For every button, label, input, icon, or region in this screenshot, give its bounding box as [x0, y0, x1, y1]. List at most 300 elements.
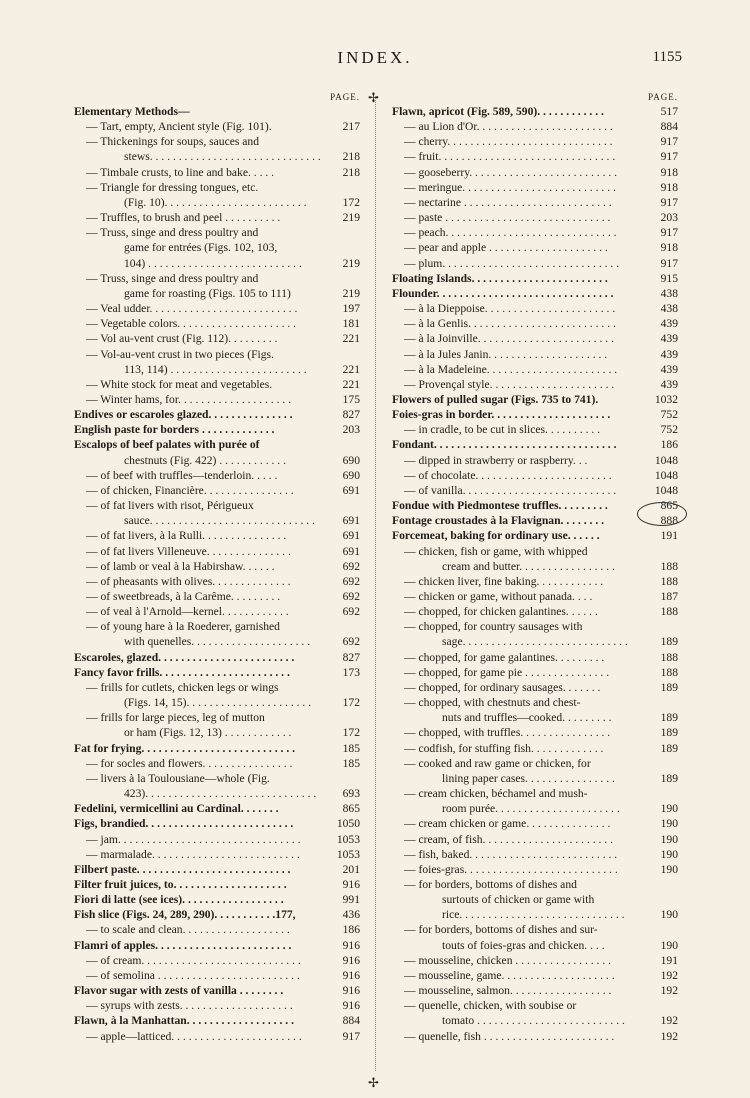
index-entry [392, 832, 678, 847]
index-entry [74, 331, 360, 346]
entry-text: Filter fruit juices, to. . . . . . . . . . . . . . . . . . . . [74, 877, 287, 891]
entry-text: — Veal udder. . . . . . . . . . . . . . . . . . . . . . . . . . [86, 302, 298, 316]
entry-text: with quenelles. . . . . . . . . . . . . . . . . . . . . [124, 635, 311, 649]
entry-page-number: 192 [658, 1013, 678, 1028]
index-entry [392, 134, 678, 149]
index-entry [74, 589, 360, 604]
entry-page-number: 217 [340, 119, 360, 134]
entry-text: — plum. . . . . . . . . . . . . . . . . . . . . . . . . . . . . . . [404, 256, 620, 270]
entry-page-number: 439 [658, 377, 678, 392]
index-entry [74, 544, 360, 559]
index-entry [392, 922, 678, 937]
entry-text: — cherry. . . . . . . . . . . . . . . . . . . . . . . . . . . . . [404, 135, 613, 149]
index-entry [74, 832, 360, 847]
index-entry [74, 922, 360, 937]
index-entry [392, 892, 678, 907]
entry-page-number: 190 [658, 801, 678, 816]
entry-text: — fish, baked. . . . . . . . . . . . . . . . . . . . . . . . . . [404, 847, 618, 861]
entry-page-number: 693 [340, 786, 360, 801]
index-entry [392, 104, 678, 119]
entry-text: — of sweetbreads, à la Carême. . . . . . . . . [86, 590, 281, 603]
entry-page-number: 1048 [652, 453, 678, 468]
index-entry [74, 437, 360, 452]
index-entry [392, 559, 678, 574]
entry-page-number: 221 [340, 377, 360, 392]
index-entry [74, 634, 360, 649]
entry-text: — of lamb or veal à la Habirshaw. . . . . . [86, 559, 275, 573]
entry-page-number: 865 [340, 801, 360, 816]
entry-page-number: 188 [658, 559, 678, 574]
index-entry [74, 907, 360, 922]
entry-text: — chopped, for country sausages with [404, 620, 583, 634]
entry-text: — cream chicken or game. . . . . . . . . . . . . . . [404, 817, 611, 831]
entry-page-number: 884 [658, 119, 678, 134]
entry-text: — Thickenings for soups, sauces and [86, 135, 260, 149]
index-entry [74, 377, 360, 392]
entry-page-number: 1032 [652, 392, 678, 407]
entry-page-number: 916 [340, 983, 360, 998]
index-entry [74, 225, 360, 240]
entry-page-number: 190 [658, 862, 678, 877]
index-entry [392, 801, 678, 816]
index-entry [74, 453, 360, 468]
entry-page-number: 175 [340, 392, 360, 407]
index-entry [74, 210, 360, 225]
entry-text: Fancy favor frills. . . . . . . . . . . . . . . . . . . . . . . [74, 665, 290, 679]
index-entry [74, 650, 360, 665]
index-entry [74, 604, 360, 619]
entry-text: — Winter hams, for. . . . . . . . . . . . . . . . . . . . [86, 392, 292, 406]
index-entry [392, 286, 678, 301]
entry-text: — Timbale crusts, to line and bake. . . . . [86, 165, 275, 179]
entry-text: — cooked and raw game or chicken, for [404, 756, 591, 770]
entry-page-number: 691 [340, 528, 360, 543]
index-entry [74, 725, 360, 740]
entry-page-number: 438 [658, 286, 678, 301]
index-entry [74, 1029, 360, 1044]
entry-text: Elementary Methods— [74, 105, 190, 118]
entry-text: — for borders, bottoms of dishes and sur- [404, 923, 598, 937]
entry-page-number: 690 [340, 468, 360, 483]
index-entry [74, 104, 360, 119]
entry-page-number: 218 [340, 165, 360, 180]
entry-text: — dipped in strawberry or raspberry. . . [404, 453, 588, 467]
entry-text: — Truffles, to brush and peel . . . . . . . . . . [86, 211, 281, 225]
page-number: 1155 [652, 49, 682, 65]
index-entry [74, 559, 360, 574]
index-entry [392, 589, 678, 604]
entry-page-number: 916 [340, 968, 360, 983]
entry-text: rice. . . . . . . . . . . . . . . . . . . . . . . . . . . . . [442, 908, 625, 922]
index-entry [392, 695, 678, 710]
entry-page-number: 917 [658, 149, 678, 164]
index-entry [74, 286, 360, 301]
entry-text: — foies-gras. . . . . . . . . . . . . . . . . . . . . . . . . . . [404, 862, 618, 876]
entry-text: — Truss, singe and dress poultry and [86, 226, 259, 240]
entry-text: — quenelle, fish . . . . . . . . . . . . . . . . . . . . . . . [404, 1029, 615, 1043]
entry-text: — meringue. . . . . . . . . . . . . . . . . . . . . . . . . . . [404, 180, 616, 194]
entry-text: nuts and truffles—cooked. . . . . . . . . [442, 711, 612, 725]
entry-text: — paste . . . . . . . . . . . . . . . . . . . . . . . . . . . . . [404, 211, 611, 225]
index-entry [74, 362, 360, 377]
entry-text: sage. . . . . . . . . . . . . . . . . . . . . . . . . . . . . [442, 635, 628, 649]
index-entry [74, 347, 360, 362]
index-entry [392, 362, 678, 377]
index-entry [392, 710, 678, 725]
index-entry [74, 938, 360, 953]
entry-text: Fat for frying. . . . . . . . . . . . . . . . . . . . . . . . . . . [74, 741, 296, 755]
index-entry [392, 165, 678, 180]
index-entry [74, 483, 360, 498]
index-entry [392, 453, 678, 468]
entry-page-number: 192 [658, 1029, 678, 1044]
index-entry [392, 513, 678, 528]
index-entry [392, 953, 678, 968]
entry-text: — jam. . . . . . . . . . . . . . . . . . . . . . . . . . . . . . . . [86, 832, 301, 846]
entry-text: or ham (Figs. 12, 13) . . . . . . . . . . . . [124, 726, 292, 740]
entry-page-number: 691 [340, 513, 360, 528]
entry-page-number: 191 [658, 953, 678, 968]
entry-page-number: 1053 [334, 847, 360, 862]
index-entry [392, 377, 678, 392]
index-entry [74, 574, 360, 589]
entry-page-number: 439 [658, 331, 678, 346]
index-entry [74, 392, 360, 407]
index-entry [392, 725, 678, 740]
index-entry [74, 513, 360, 528]
index-entry [74, 892, 360, 907]
cross-ornament-bottom: ✢ [368, 1075, 379, 1090]
index-entry [392, 665, 678, 680]
entry-text: Fiori di latte (see ices). . . . . . . . . . . . . . . . . . [74, 893, 284, 907]
index-entry [392, 392, 678, 407]
index-entry [392, 574, 678, 589]
entry-text: — quenelle, chicken, with soubise or [404, 999, 577, 1013]
hand-drawn-circle-mark [637, 502, 687, 526]
index-entry [392, 634, 678, 649]
entry-text: Fontage croustades à la Flavignan. . . . . . . . [392, 514, 605, 528]
index-entry [74, 680, 360, 695]
entry-text: Fondue with Piedmontese truffles. . . . . . . . . [392, 499, 608, 513]
entry-page-number: 917 [658, 134, 678, 149]
index-entry [392, 847, 678, 862]
index-entry [74, 816, 360, 831]
index-entry [74, 407, 360, 422]
running-header [0, 48, 750, 72]
index-entry [74, 301, 360, 316]
entry-page-number: 436 [340, 907, 360, 922]
index-entry [392, 331, 678, 346]
entry-text: 423). . . . . . . . . . . . . . . . . . . . . . . . . . . . . . [124, 787, 317, 801]
entry-text: — frills for cutlets, chicken legs or wings [86, 680, 279, 694]
index-entry [74, 998, 360, 1013]
entry-text: — in cradle, to be cut in slices. . . . . . . . . . [404, 423, 601, 437]
index-entry [392, 1013, 678, 1028]
entry-page-number: 190 [658, 907, 678, 922]
entry-page-number: 189 [658, 771, 678, 786]
entry-text: Escaroles, glazed. . . . . . . . . . . . . . . . . . . . . . . . [74, 650, 295, 664]
entry-text: — à la Dieppoise. . . . . . . . . . . . . . . . . . . . . . . [404, 302, 616, 316]
entry-page-number: 189 [658, 725, 678, 740]
entry-text: game for roasting (Figs. 105 to 111) [124, 286, 291, 300]
index-column-right [392, 90, 678, 1044]
entry-text: — of young hare à la Roederer, garnished [86, 620, 280, 634]
entry-page-number: 918 [658, 240, 678, 255]
entry-page-number: 916 [340, 877, 360, 892]
index-entry [392, 816, 678, 831]
entry-text: — à la Joinville. . . . . . . . . . . . . . . . . . . . . . . . [404, 332, 614, 346]
entry-text: — nectarine . . . . . . . . . . . . . . . . . . . . . . . . . . [404, 195, 612, 209]
entry-page-number: 1053 [334, 832, 360, 847]
index-entry [74, 756, 360, 771]
index-entry [392, 180, 678, 195]
entry-text: — chicken or game, without panada. . . . [404, 590, 593, 603]
entry-page-number: 188 [658, 665, 678, 680]
index-entry [392, 210, 678, 225]
entry-text: Figs, brandied. . . . . . . . . . . . . . . . . . . . . . . . . . [74, 817, 294, 831]
entry-page-number: 189 [658, 741, 678, 756]
entry-page-number: 439 [658, 316, 678, 331]
index-entry [392, 544, 678, 559]
entry-text: — White stock for meat and vegetables. [86, 377, 273, 391]
index-entry [392, 877, 678, 892]
entry-text: — mousseline, game. . . . . . . . . . . . . . . . . . . . [404, 968, 615, 982]
entry-page-number: 197 [340, 301, 360, 316]
entry-text: — mousseline, salmon. . . . . . . . . . . . . . . . . . [404, 984, 612, 998]
index-entry [392, 271, 678, 286]
entry-page-number: 916 [340, 938, 360, 953]
entry-page-number: 185 [340, 756, 360, 771]
entry-page-number: 916 [340, 998, 360, 1013]
index-entry [392, 771, 678, 786]
entry-text: — Truss, singe and dress poultry and [86, 271, 259, 285]
entry-text: 113, 114) . . . . . . . . . . . . . . . . . . . . . . . . [124, 362, 307, 376]
entry-page-number: 1048 [652, 468, 678, 483]
entry-text: chestnuts (Fig. 422) . . . . . . . . . . . . [124, 453, 286, 467]
entry-text: Flawn, apricot (Fig. 589, 590). . . . . . . . . . . . [392, 105, 604, 118]
entry-text: tomato . . . . . . . . . . . . . . . . . . . . . . . . . . [442, 1014, 625, 1028]
entry-page-number: 181 [340, 316, 360, 331]
entry-page-number: 918 [658, 180, 678, 195]
index-entry [392, 619, 678, 634]
entry-page-number: 888 [658, 513, 678, 528]
entry-page-number: 203 [658, 210, 678, 225]
entry-page-number: 439 [658, 362, 678, 377]
index-entry [392, 316, 678, 331]
entry-page-number: 219 [340, 286, 360, 301]
index-entry [392, 938, 678, 953]
index-entry [392, 468, 678, 483]
entry-text: sauce. . . . . . . . . . . . . . . . . . . . . . . . . . . . . [124, 514, 315, 528]
index-entry [74, 498, 360, 513]
index-entry [392, 498, 678, 513]
entry-text: — mousseline, chicken . . . . . . . . . . . . . . . . . [404, 953, 612, 967]
entry-page-number: 439 [658, 347, 678, 362]
entry-text: — cream chicken, béchamel and mush- [404, 787, 588, 801]
entry-text: — to scale and clean. . . . . . . . . . . . . . . . . . . [86, 923, 290, 937]
entry-page-number: 917 [340, 1029, 360, 1044]
entry-text: cream and butter. . . . . . . . . . . . . . . . . [442, 559, 615, 573]
entry-text: — fruit. . . . . . . . . . . . . . . . . . . . . . . . . . . . . . . [404, 150, 616, 164]
entry-text: Fish slice (Figs. 24, 289, 290). . . . . . . . . . .177, [74, 908, 296, 922]
entry-list [74, 104, 360, 1044]
entry-text: Flamri of apples. . . . . . . . . . . . . . . . . . . . . . . . [74, 938, 292, 952]
entry-page-number: 188 [658, 604, 678, 619]
entry-text: Flowers of pulled sugar (Figs. 735 to 741). [392, 392, 599, 406]
index-entry [74, 422, 360, 437]
index-entry [74, 968, 360, 983]
entry-page-number: 190 [658, 832, 678, 847]
entry-text: — frills for large pieces, leg of mutton [86, 711, 265, 725]
column-page-header: PAGE. [330, 92, 360, 102]
entry-text: English paste for borders . . . . . . . . . . . . . [74, 423, 275, 437]
entry-text: Flavor sugar with zests of vanilla . . . . . . . . [74, 984, 284, 998]
entry-text: Endives or escaroles glazed. . . . . . . . . . . . . . . [74, 408, 293, 422]
index-entry [392, 907, 678, 922]
entry-text: — Triangle for dressing tongues, etc. [86, 180, 259, 194]
index-entry [74, 134, 360, 149]
entry-page-number: 201 [340, 862, 360, 877]
index-entry [74, 1013, 360, 1028]
entry-text: Fedelini, vermicellini au Cardinal. . . . . . . [74, 802, 279, 816]
entry-page-number: 691 [340, 483, 360, 498]
index-entry [74, 801, 360, 816]
column-divider [375, 96, 377, 1071]
entry-page-number: 692 [340, 559, 360, 574]
entry-page-number: 917 [658, 195, 678, 210]
entry-page-number: 916 [340, 953, 360, 968]
entry-text: — of fat livers with risot, Périgueux [86, 499, 254, 513]
entry-text: — Vegetable colors. . . . . . . . . . . . . . . . . . . . . [86, 317, 297, 331]
entry-page-number: 517 [658, 104, 678, 119]
entry-text: surtouts of chicken or game with [442, 893, 595, 907]
entry-text: — of chicken, Financière. . . . . . . . . . . . . . . . [86, 483, 294, 497]
cross-ornament-top: ✢ [368, 90, 379, 105]
entry-page-number: 188 [658, 650, 678, 665]
entry-text: — chopped, with truffles. . . . . . . . . . . . . . . . [404, 726, 611, 740]
entry-text: — chopped, for ordinary sausages. . . . . . . [404, 680, 601, 694]
entry-text: — gooseberry. . . . . . . . . . . . . . . . . . . . . . . . . . [404, 165, 618, 179]
entry-page-number: 692 [340, 574, 360, 589]
entry-page-number: 219 [340, 210, 360, 225]
index-entry [74, 862, 360, 877]
entry-text: — marmalade. . . . . . . . . . . . . . . . . . . . . . . . . . [86, 847, 300, 861]
entry-page-number: 172 [340, 695, 360, 710]
entry-text: — peach. . . . . . . . . . . . . . . . . . . . . . . . . . . . . . [404, 226, 617, 240]
index-entry [392, 301, 678, 316]
entry-page-number: 691 [340, 544, 360, 559]
entry-page-number: 172 [340, 725, 360, 740]
entry-text: — of vanilla. . . . . . . . . . . . . . . . . . . . . . . . . . . [404, 483, 617, 497]
entry-page-number: 185 [340, 741, 360, 756]
entry-text: — syrups with zests. . . . . . . . . . . . . . . . . . . . [86, 999, 293, 1013]
index-entry [74, 271, 360, 286]
entry-page-number: 186 [340, 922, 360, 937]
entry-text: — of pheasants with olives. . . . . . . . . . . . . . [86, 574, 291, 588]
index-entry [74, 619, 360, 634]
index-entry [74, 983, 360, 998]
index-entry [74, 695, 360, 710]
entry-page-number: 1048 [652, 483, 678, 498]
index-entry [392, 650, 678, 665]
index-entry [74, 528, 360, 543]
entry-page-number: 1050 [334, 816, 360, 831]
entry-page-number: 221 [340, 331, 360, 346]
entry-text: Forcemeat, baking for ordinary use. . . . . . [392, 529, 600, 543]
entry-page-number: 692 [340, 634, 360, 649]
index-entry [74, 847, 360, 862]
entry-text: — cream, of fish. . . . . . . . . . . . . . . . . . . . . . . [404, 832, 613, 846]
entry-text: — au Lion d'Or. . . . . . . . . . . . . . . . . . . . . . . . [404, 120, 613, 134]
entry-page-number: 186 [658, 437, 678, 452]
index-entry [392, 983, 678, 998]
entry-page-number: 189 [658, 680, 678, 695]
index-entry [74, 665, 360, 680]
index-entry [74, 119, 360, 134]
entry-page-number: 203 [340, 422, 360, 437]
entry-page-number: 188 [658, 574, 678, 589]
index-entry [74, 240, 360, 255]
entry-text: — chopped, for game pie . . . . . . . . . . . . . . . [404, 665, 610, 679]
index-entry [74, 953, 360, 968]
index-entry [74, 741, 360, 756]
entry-page-number: 918 [658, 165, 678, 180]
index-entry [392, 756, 678, 771]
index-entry [74, 710, 360, 725]
entry-text: — chopped, with chestnuts and chest- [404, 696, 581, 710]
index-entry [392, 483, 678, 498]
entry-text: — à la Jules Janin. . . . . . . . . . . . . . . . . . . . . [404, 347, 608, 361]
entry-text: 104) . . . . . . . . . . . . . . . . . . . . . . . . . . . [124, 256, 302, 270]
entry-page-number: 221 [340, 362, 360, 377]
index-entry [392, 240, 678, 255]
index-entry [74, 195, 360, 210]
entry-text: (Figs. 14, 15). . . . . . . . . . . . . . . . . . . . . . [124, 696, 312, 710]
entry-text: Flounder. . . . . . . . . . . . . . . . . . . . . . . . . . . . . . . [392, 286, 614, 300]
entry-text: — chopped, for chicken galantines. . . . . . [404, 605, 598, 619]
entry-page-number: 917 [658, 256, 678, 271]
entry-page-number: 692 [340, 589, 360, 604]
entry-page-number: 192 [658, 983, 678, 998]
entry-page-number: 917 [658, 225, 678, 240]
index-entry [392, 407, 678, 422]
entry-page-number: 190 [658, 847, 678, 862]
entry-text: Flawn, à la Manhattan. . . . . . . . . . . . . . . . . . . [74, 1014, 294, 1028]
entry-text: — chicken, fish or game, with whipped [404, 544, 588, 558]
entry-text: — Tart, empty, Ancient style (Fig. 101). [86, 120, 272, 134]
entry-text: — apple—latticed. . . . . . . . . . . . . . . . . . . . . . . [86, 1029, 302, 1043]
entry-page-number: 690 [340, 453, 360, 468]
index-entry [392, 437, 678, 452]
index-entry [74, 316, 360, 331]
entry-text: — of fat livers Villeneuve. . . . . . . . . . . . . . . [86, 544, 291, 558]
entry-text: — of beef with truffles—tenderloin. . . . . [86, 468, 278, 482]
index-entry [392, 604, 678, 619]
index-entry [74, 256, 360, 271]
entry-page-number: 190 [658, 816, 678, 831]
entry-text: — chopped, for game galantines. . . . . . . . . [404, 650, 605, 664]
entry-text: Floating Islands. . . . . . . . . . . . . . . . . . . . . . . . [392, 271, 608, 285]
index-entry [392, 195, 678, 210]
entry-page-number: 219 [340, 256, 360, 271]
index-entry [74, 877, 360, 892]
index-entry [392, 528, 678, 543]
index-entry [392, 422, 678, 437]
entry-page-number: 187 [658, 589, 678, 604]
entry-text: Escalops of beef palates with purée of [74, 438, 260, 452]
entry-page-number: 189 [658, 710, 678, 725]
entry-text: — à la Genlis. . . . . . . . . . . . . . . . . . . . . . . . . . [404, 317, 616, 331]
